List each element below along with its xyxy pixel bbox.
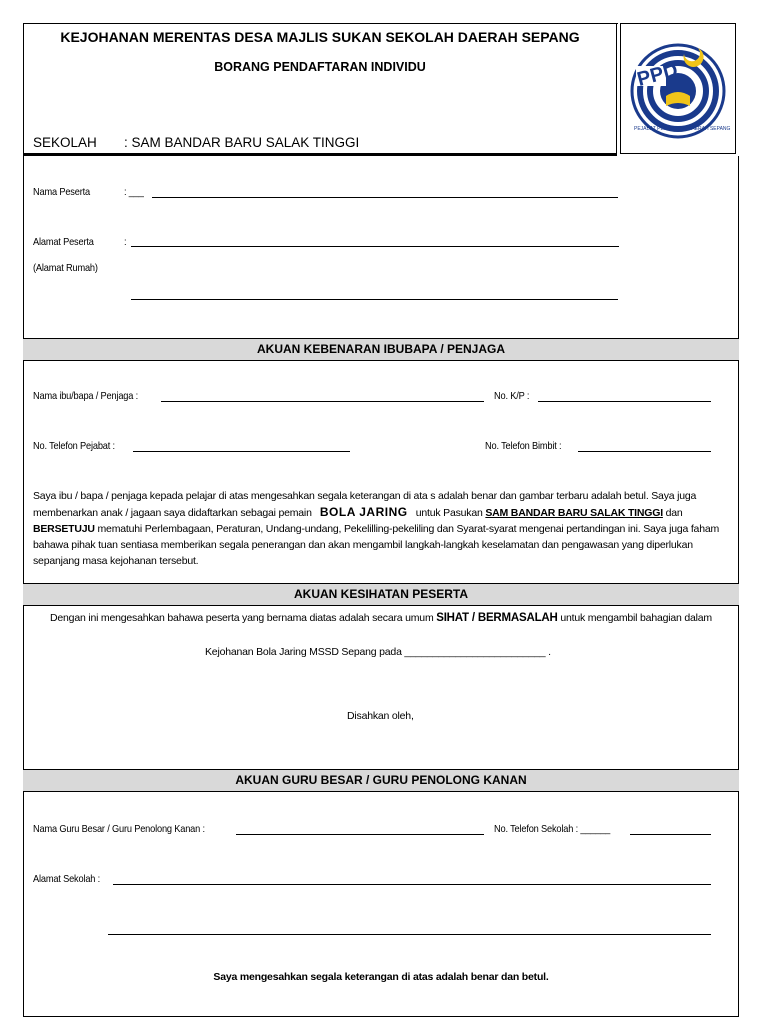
office-phone-field[interactable]	[133, 451, 350, 452]
head-teacher-name-label: Nama Guru Besar / Guru Penolong Kanan :	[33, 823, 205, 835]
health-line-2: Kejohanan Bola Jaring MSSD Sepang pada _________________________ .	[205, 646, 551, 658]
participant-address-field-1[interactable]	[131, 246, 619, 247]
head-teacher-section-heading: AKUAN GURU BESAR / GURU PENOLONG KANAN	[23, 769, 739, 792]
logo-text: PPD	[634, 59, 681, 91]
school-address-field-2[interactable]	[108, 934, 711, 935]
parent-declaration	[33, 488, 731, 569]
frame-left	[23, 23, 24, 1017]
parent-section-heading: AKUAN KEBENARAN IBUBAPA / PENJAGA	[23, 338, 739, 361]
participant-name-colon: : ___	[124, 186, 144, 198]
agree-word: BERSETUJU	[33, 523, 95, 535]
ic-field[interactable]	[538, 401, 711, 402]
declaration-line-2: membenarkan anak / jagaan saya didaftarkan sebagai pemain BOLA JARING untuk Pasukan SAM BANDAR BARU SALAK TINGGI dan	[33, 505, 683, 519]
head-teacher-confirmation: Saya mengesahkan segala keterangan di atas adalah benar dan betul.	[213, 971, 549, 983]
sport-name: BOLA JARING	[319, 505, 408, 519]
participant-name-field[interactable]	[152, 197, 618, 198]
participant-name-label: Nama Peserta	[33, 186, 90, 198]
declaration-line-5: sepanjang masa kejohanan tersebut.	[33, 555, 199, 567]
head-teacher-name-field[interactable]	[236, 834, 484, 835]
declaration-line-1: Saya ibu / bapa / penjaga kepada pelajar di atas mengesahkan segala keterangan di ata s adalah benar dan gambar terbaru adalah betul. Saya juga	[33, 490, 697, 502]
school-value: : SAM BANDAR BARU SALAK TINGGI	[124, 135, 360, 150]
health-section-heading: AKUAN KESIHATAN PESERTA	[23, 583, 739, 606]
health-status: SIHAT / BERMASALAH	[436, 612, 558, 624]
mobile-phone-label: No. Telefon Bimbit :	[485, 440, 562, 452]
participant-address-note: (Alamat Rumah)	[33, 262, 98, 274]
svg-text:PEJABAT PELAJARAN DAERAH SEPAN: PEJABAT PELAJARAN DAERAH SEPANG	[634, 126, 731, 132]
ppd-logo-icon	[622, 26, 734, 152]
header-bottom-rule	[23, 153, 617, 156]
mobile-phone-field[interactable]	[578, 451, 711, 452]
declaration-line-3: BERSETUJU mematuhi Perlembagaan, Peraturan, Undang-undang, Pekelilling-pekeliling dan Syarat-syarat mengenai pertandingan ini. Saya juga faham	[33, 523, 720, 535]
frame-bottom	[23, 1016, 739, 1017]
school-phone-label: No. Telefon Sekolah : ______	[494, 823, 611, 835]
form-title: KEJOHANAN MERENTAS DESA MAJLIS SUKAN SEKOLAH DAERAH SEPANG	[60, 29, 580, 45]
health-line-1: Dengan ini mengesahkan bahawa peserta yang bernama diatas adalah secara umum SIHAT / BERMASALAH untuk mengambil bahagian dalam	[50, 612, 712, 624]
office-phone-label: No. Telefon Pejabat :	[33, 440, 115, 452]
participant-address-colon: :	[124, 236, 127, 248]
approved-by: Disahkan oleh,	[347, 710, 414, 722]
frame-top	[23, 23, 618, 24]
school-phone-field[interactable]	[630, 834, 711, 835]
team-name: SAM BANDAR BARU SALAK TINGGI	[485, 507, 663, 519]
guardian-name-label: Nama ibu/bapa / Penjaga :	[33, 390, 139, 402]
declaration-line-4: bahawa pihak tuan sentiasa memberikan segala penerangan dan akan mengambil langkah-langkah keselamatan dan pengawasan yang diperlukan	[33, 539, 693, 551]
logo-box	[620, 23, 736, 154]
form-subtitle: BORANG PENDAFTARAN INDIVIDU	[214, 60, 426, 74]
participant-address-field-2[interactable]	[131, 299, 618, 300]
ic-label: No. K/P :	[494, 390, 530, 402]
school-label: SEKOLAH	[33, 135, 97, 150]
participant-address-label: Alamat Peserta	[33, 236, 94, 248]
guardian-name-field[interactable]	[161, 401, 484, 402]
school-address-field-1[interactable]	[113, 884, 711, 885]
school-address-label: Alamat Sekolah :	[33, 873, 101, 885]
